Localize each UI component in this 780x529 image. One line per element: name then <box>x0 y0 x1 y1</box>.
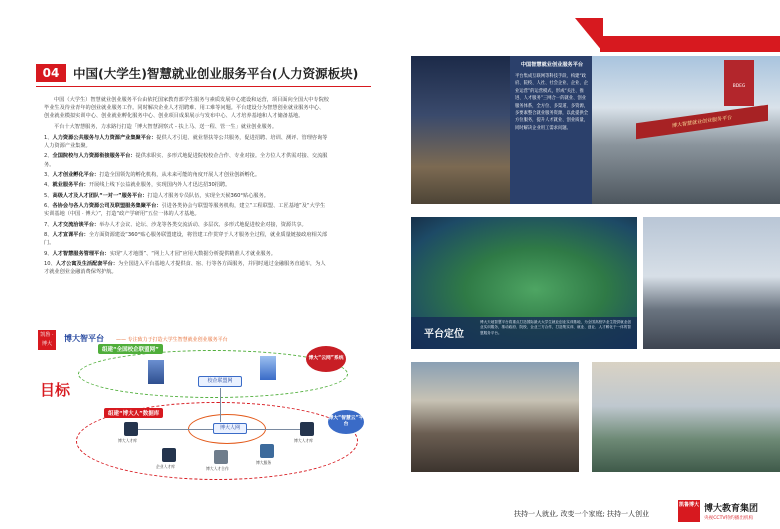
service-item: 6、各协会与各人力资源公司及联盟服务集聚平台：引进各类协会与联盟等服务机构，建立“工程联盟、工匠基地”及“大学生实训基地（中国 · 博大）”，打造“政产学研用”五位一体的人才基地。 <box>44 203 326 218</box>
info-card-title: 中国智慧就业创业服务平台 <box>520 62 584 68</box>
footer-brand: 博大教育集团 <box>704 504 759 514</box>
users-icon <box>260 444 274 458</box>
flag-ceremony-photo <box>643 217 780 349</box>
campus-building-icon <box>148 360 164 384</box>
goal-label: 目标 <box>40 381 71 399</box>
connector-line <box>220 388 221 422</box>
platform-info-card <box>510 56 594 204</box>
map-caption-text: 博大天地智慧平台将重点打造国际最大大学生就业创业实训基地，为全国高校毕业生提供就业创业实训服务，推动政府、院校、企业三方合作，打造集实训、就业、创业、人才孵化于一体的智慧服务平台。 <box>480 320 631 335</box>
architectural-model-photo <box>592 362 780 472</box>
section-body <box>44 96 329 279</box>
map-caption-title: 平台定位 <box>424 329 464 340</box>
intro-paragraph: 中国（大学生）智慧就业创业服务平台由依托国家教育部学生服务与素质发展中心建设和运营，项目面向全国大中专院校毕业生及待业青年的创业就业服务工作。同时解决企业人才招聘难、用工难等问题。平台建设分为智慧创业就业服务中心、创业就业模拟实训中心、创业就业孵化服务中心、创业项目成果展示与发布中心、人才培养基地和人才储备基地。 <box>44 97 329 120</box>
exhibition-photo <box>411 56 510 204</box>
section-number-badge: 04 <box>36 64 66 82</box>
server-icon <box>300 422 314 436</box>
service-item: 10、人才公寓及生活配套平台：为全国进入平台基地人才提供食、宿、行等各方面服务，并同时通过金融服务直通车，为人才就业创业金融消费保驾护航。 <box>44 261 326 276</box>
diagram-title: 博大智平台 <box>64 334 104 343</box>
smart-cloud-bubble: 博大“智慧云”平台 <box>328 410 364 434</box>
platform-diagram <box>38 330 378 480</box>
intro-paragraph: 平台十大智慧服务，力求路行打造「博大智慧洞察式 - 扶上马、送一程、管一生」就业创业服务。 <box>54 124 278 131</box>
server-icon <box>124 422 138 436</box>
service-item: 8、人才宣课平台：全方面资源建设“360°贴心服务联盟建设，将管建工作贯穿于人才服务全过程，就业质量链接政府相关部门。 <box>44 232 328 247</box>
footer-logo: 凯鲁博大 <box>678 500 700 522</box>
building-banner: 博大智慧就业创业服务平台 <box>636 105 768 140</box>
alliance-network-tag: 组建“全国校企联盟网” <box>98 344 163 354</box>
cloud-system-bubble: 博大“云网”系统 <box>306 346 346 372</box>
bodha-network-box: 博大人网 <box>213 423 247 434</box>
enterprise-building-icon <box>260 356 276 380</box>
building-sign: BDEG <box>724 60 754 106</box>
connector-line <box>247 429 307 430</box>
service-item: 1、人力资源公共服务与人力资源产业集聚平台：提供人才引进、就业帮扶等公共服务，促进招聘、培训、测评、管理咨询等人力资源产业集聚。 <box>44 134 328 150</box>
service-item: 5、高级人才及人才团队“一对一”服务平台：打造人才服务专员队伍，实现全天候360°贴心服务。 <box>44 192 269 199</box>
node-label: 企业人才库 <box>156 464 175 469</box>
section-divider <box>36 86 371 87</box>
node-label: 博大人才库 <box>294 438 313 443</box>
service-item: 2、全国院校与人力资源衔接服务平台：提供求职实、多形式地促进院校校企合作、专业对接。全方位人才供需对接、交流服务。 <box>44 153 328 168</box>
info-card-text: 平台集成互联网等科技手段，构建“政府、院校、人社、社会企业、企业、企业运营”的运营模式，形成“关注、推进、人才服务”三网合一的就业、创业服务体系，全方位、多渠道、多资源，多要素整合就业服务资源，以此提供全方位服务，提升人才就业、创业质量，同时解决企业用工需求问题。 <box>515 74 589 131</box>
top-decor-triangle <box>575 18 603 52</box>
service-item: 7、人才交流洽谈平台：举办人才会议、论坛、沙龙等各类交流活动、多层次、多形式地促进校企对接，资源共享。 <box>44 221 307 228</box>
assembly-event-photo <box>411 362 579 472</box>
node-label: 博大服务 <box>256 460 272 465</box>
database-tag: 组建“博大人”数据库 <box>104 408 163 418</box>
mobile-icon <box>214 450 228 464</box>
section-title: 中国(大学生)智慧就业创业服务平台(人力资源板块) <box>73 66 359 81</box>
connector-line <box>138 429 213 430</box>
footer-tagline: 央视CCTV特约播出机构 <box>704 516 754 521</box>
service-item: 4、就业服务平台：开展线上线下公益就业服务，实现国内外人才迅达招30招聘。 <box>44 182 231 189</box>
node-label: 博大人才库 <box>118 438 137 443</box>
top-decor-strip <box>600 36 780 52</box>
diagram-side-logo: 凯鲁 · 博大 <box>38 330 56 350</box>
footer-slogan: 扶持一人就业, 改变一个家庭; 扶持一人创业 <box>514 510 650 518</box>
service-item: 9、人才智慧服务管理平台：实现“人才地图”、“网上人才园”应用大数据分析提供精准人才就业服务。 <box>44 250 276 257</box>
database-icon <box>162 448 176 462</box>
node-label: 博大人才合作 <box>206 466 229 471</box>
diagram-subtitle: —— 专注致力于打造大学生智慧就业创业服务平台 <box>116 337 228 343</box>
alliance-network-box: 校企联盟网 <box>198 376 242 387</box>
service-item: 3、人才创业孵化平台：打造全国领先的孵化机构，从未来可能的角度开展人才创业创新孵化。 <box>44 172 261 178</box>
